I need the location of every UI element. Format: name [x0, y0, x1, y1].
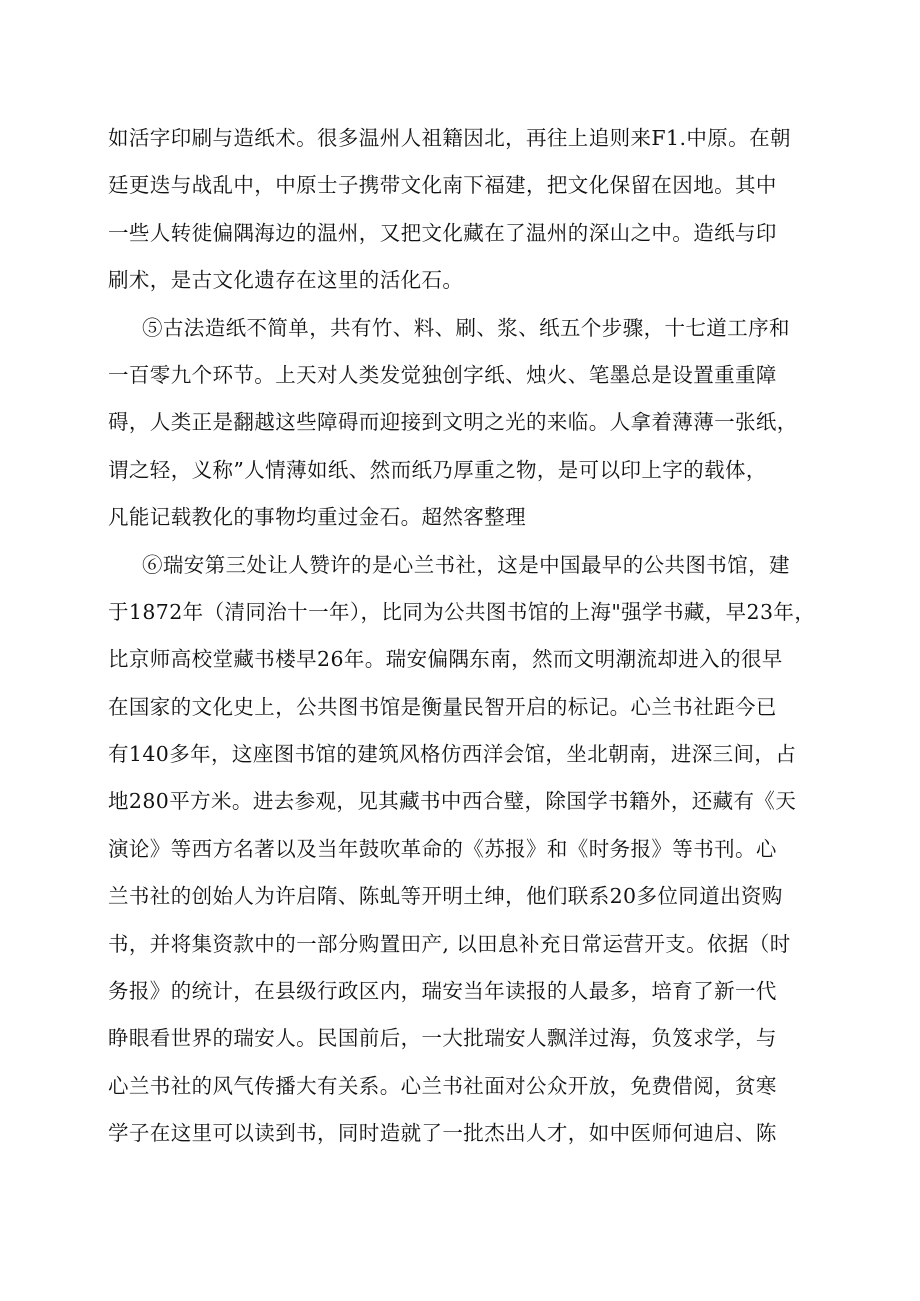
text-line: 书，并将集资款中的一部分购置田产, 以田息补充日常运营开支。依据（时 [108, 931, 791, 956]
text-line: 演论》等西方名著以及当年鼓吹革命的《苏报》和《时务报》等书刊。心 [108, 836, 777, 861]
body-text [108, 118, 816, 1161]
text-line: 一些人转徙偏隅海边的温州，又把文化藏在了温州的深山之中。造纸与印 [108, 220, 777, 245]
text-line: 碍，人类正是翻越这些障碍而迎接到文明之光的来临。人拿着薄薄一张纸， [108, 410, 798, 435]
text-line: 比京师高校堂藏书楼早26年。瑞安偏隅东南，然而文明潮流却进入的很早 [108, 647, 783, 672]
text-line: 于1872年（清同治十一年），比同为公共图书馆的上海"强学书藏，早23年， [108, 599, 816, 624]
text-line: 如活字印刷与造纸术。很多温州人祖籍因北，再往上追则来F1.中原。在朝 [108, 126, 791, 150]
paragraph-6-start: ⑥瑞安第三处让人赞许的是心兰书社，这是中国最早的公共图书馆，建 [142, 552, 790, 577]
paragraph-5-start: ⑤古法造纸不简单，共有竹、料、刷、浆、纸五个步骤，十七道工序和 [142, 315, 790, 340]
text-line: 一百零九个环节。上天对人类发觉独创字纸、烛火、笔墨总是设置重重障 [108, 362, 777, 387]
text-line: 睁眼看世界的瑞安人。民国前后，一大批瑞安人飘洋过海，负笈求学，与 [108, 1026, 777, 1051]
text-line: 心兰书社的风气传播大有关系。心兰书社面对公众开放，免费借阅，贫寒 [108, 1073, 777, 1098]
text-line: 务报》的统计，在县级行政区内，瑞安当年读报的人最多，培育了新一代 [108, 979, 777, 1004]
text-line: 地280平方米。进去参观，见其藏书中西合璧，除国学书籍外，还藏有《天 [108, 789, 797, 814]
text-line: 廷更迭与战乱中，中原士子携带文化南下福建，把文化保留在因地。其中 [108, 173, 777, 198]
text-line: 谓之轻，义称”人情薄如纸、然而纸乃厚重之物，是可以印上字的载体， [108, 457, 767, 482]
text-line: 刷术，是古文化遗存在这里的活化石。 [108, 268, 464, 293]
text-line: 学子在这里可以读到书，同时造就了一批杰出人才，如中医师何迪启、陈 [108, 1121, 777, 1146]
text-line: 凡能记载教化的事物均重过金石。超然客整理 [108, 505, 526, 530]
text-line: 兰书社的创始人为许启隋、陈虬等开明土绅，他们联系20多位同道出资购 [108, 884, 783, 909]
text-line: 有140多年，这座图书馆的建筑风格仿西洋会馆，坐北朝南，进深三间，占 [108, 742, 797, 767]
text-line: 在国家的文化史上，公共图书馆是衡量民智开启的标记。心兰书社距今已 [108, 694, 777, 719]
